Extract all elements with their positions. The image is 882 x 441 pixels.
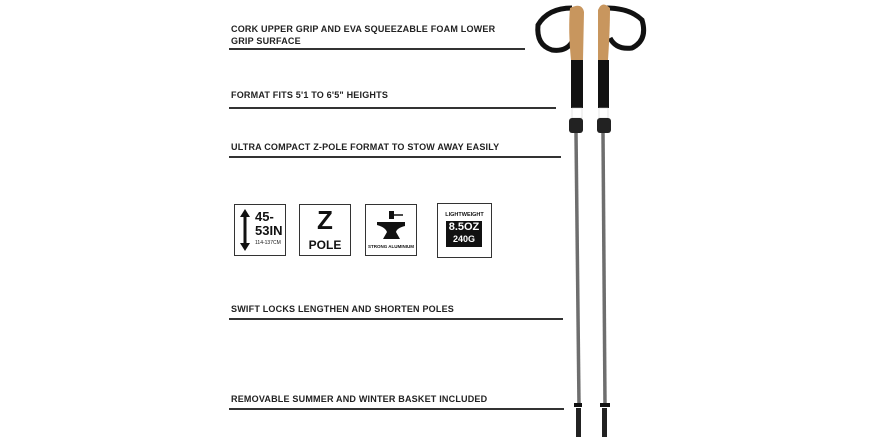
feature-grip-line2: GRIP SURFACE	[231, 36, 301, 47]
weight-grams: 240G	[452, 234, 476, 244]
left-pole	[538, 6, 584, 437]
material-label: STRONG ALUMINIUM	[367, 244, 415, 249]
weight-badge	[437, 203, 492, 258]
divider	[229, 48, 525, 50]
height-min: 45-	[255, 209, 274, 224]
feature-compact: ULTRA COMPACT Z-POLE FORMAT TO STOW AWAY EASILY	[231, 142, 500, 153]
material-badge	[365, 204, 417, 256]
divider	[229, 318, 563, 320]
anvil-icon	[375, 211, 407, 241]
weight-label: LIGHTWEIGHT	[445, 212, 484, 218]
feature-locks: SWIFT LOCKS LENGTHEN AND SHORTEN POLES	[231, 304, 454, 315]
divider	[229, 107, 556, 109]
feature-basket: REMOVABLE SUMMER AND WINTER BASKET INCLUDED	[231, 394, 488, 405]
feature-heights: FORMAT FITS 5'1 TO 6'5" HEIGHTS	[231, 90, 389, 101]
pole-label: POLE	[308, 238, 342, 252]
divider	[229, 156, 561, 158]
double-arrow-icon	[240, 209, 250, 251]
height-badge	[234, 204, 286, 256]
z-pole-badge	[299, 204, 351, 256]
height-metric: 114-137CM	[255, 240, 281, 246]
right-pole	[597, 4, 644, 437]
divider	[229, 408, 564, 410]
z-letter: Z	[317, 205, 333, 235]
feature-grip	[231, 24, 495, 48]
weight-oz: 8.5OZ	[448, 221, 480, 233]
height-max: 53IN	[255, 223, 283, 238]
feature-grip-line1: CORK UPPER GRIP AND EVA SQUEEZABLE FOAM LOWER	[231, 24, 496, 35]
